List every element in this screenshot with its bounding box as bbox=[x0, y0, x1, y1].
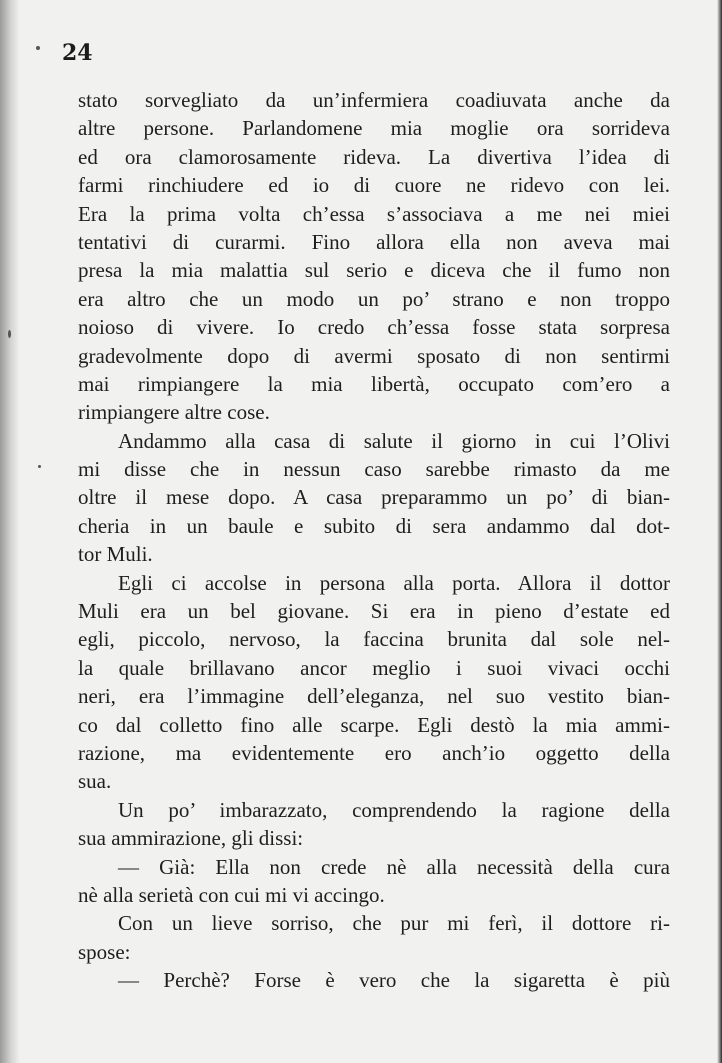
text-line: egli, piccolo, nervoso, la faccina brunita dal sole nel- bbox=[78, 627, 670, 652]
text-line: mi disse che in nessun caso sarebbe rimasto da me bbox=[78, 457, 670, 482]
text-line: cheria in un baule e subito di sera andammo dal dot- bbox=[78, 513, 670, 538]
text-line: spose: bbox=[78, 939, 131, 964]
body-text bbox=[78, 86, 670, 995]
text-line: razione, ma evidentemente ero anch’io oggetto della bbox=[78, 740, 670, 765]
text-line: tentativi di curarmi. Fino allora ella non aveva mai bbox=[78, 229, 670, 254]
print-speck bbox=[8, 330, 11, 338]
text-line: Era la prima volta ch’essa s’associava a me nei miei bbox=[78, 201, 670, 226]
text-line: rimpiangere altre cose. bbox=[78, 400, 270, 425]
text-line: sua ammirazione, gli dissi: bbox=[78, 826, 304, 851]
text-line: farmi rinchiudere ed io di cuore ne ridevo con lei. bbox=[78, 173, 670, 198]
text-line: Muli era un bel giovane. Si era in pieno d’estate ed bbox=[78, 599, 670, 624]
page-number: 24 bbox=[62, 40, 93, 66]
text-line: nè alla serietà con cui mi vi accingo. bbox=[78, 882, 385, 907]
print-speck bbox=[36, 46, 40, 50]
page-edge-shadow bbox=[717, 0, 722, 1063]
text-line: Con un lieve sorriso, che pur mi ferì, il dottore ri- bbox=[118, 911, 670, 936]
text-line: tor Muli. bbox=[78, 542, 153, 567]
text-line: la quale brillavano ancor meglio i suoi vivaci occhi bbox=[78, 655, 670, 680]
text-line: Un po’ imbarazzato, comprendendo la ragione della bbox=[118, 797, 670, 822]
text-line: ed ora clamorosamente rideva. La divertiva l’idea di bbox=[78, 144, 670, 169]
text-line: noioso di vivere. Io credo ch’essa fosse stata sorpresa bbox=[78, 315, 670, 340]
text-line: stato sorvegliato da un’infermiera coadiuvata anche da bbox=[78, 88, 670, 112]
text-line: Andammo alla casa di salute il giorno in cui l’Olivi bbox=[118, 428, 670, 453]
text-line: gradevolmente dopo di avermi sposato di non sentirmi bbox=[78, 343, 670, 368]
text-line: neri, era l’immagine dell’eleganza, nel suo vestito bian- bbox=[78, 684, 670, 709]
text-line: era altro che un modo un po’ strano e non troppo bbox=[78, 286, 670, 311]
text-line: mai rimpiangere la mia libertà, occupato com’ero a bbox=[78, 371, 670, 396]
text-line: Egli ci accolse in persona alla porta. Allora il dottor bbox=[118, 570, 670, 595]
text-line: altre persone. Parlandomene mia moglie ora sorrideva bbox=[78, 116, 670, 141]
text-line: presa la mia malattia sul serio e diceva che il fumo non bbox=[78, 258, 670, 283]
text-line: sua. bbox=[78, 769, 112, 794]
text-line: — Perchè? Forse è vero che la sigaretta è più bbox=[118, 968, 670, 993]
print-speck bbox=[38, 465, 41, 468]
text-line: — Già: Ella non crede nè alla necessità della cura bbox=[118, 854, 670, 879]
text-line: co dal colletto fino alle scarpe. Egli destò la mia ammi- bbox=[78, 712, 670, 737]
page-gutter-shadow bbox=[0, 0, 20, 1063]
text-line: oltre il mese dopo. A casa preparammo un po’ di bian- bbox=[78, 485, 670, 510]
